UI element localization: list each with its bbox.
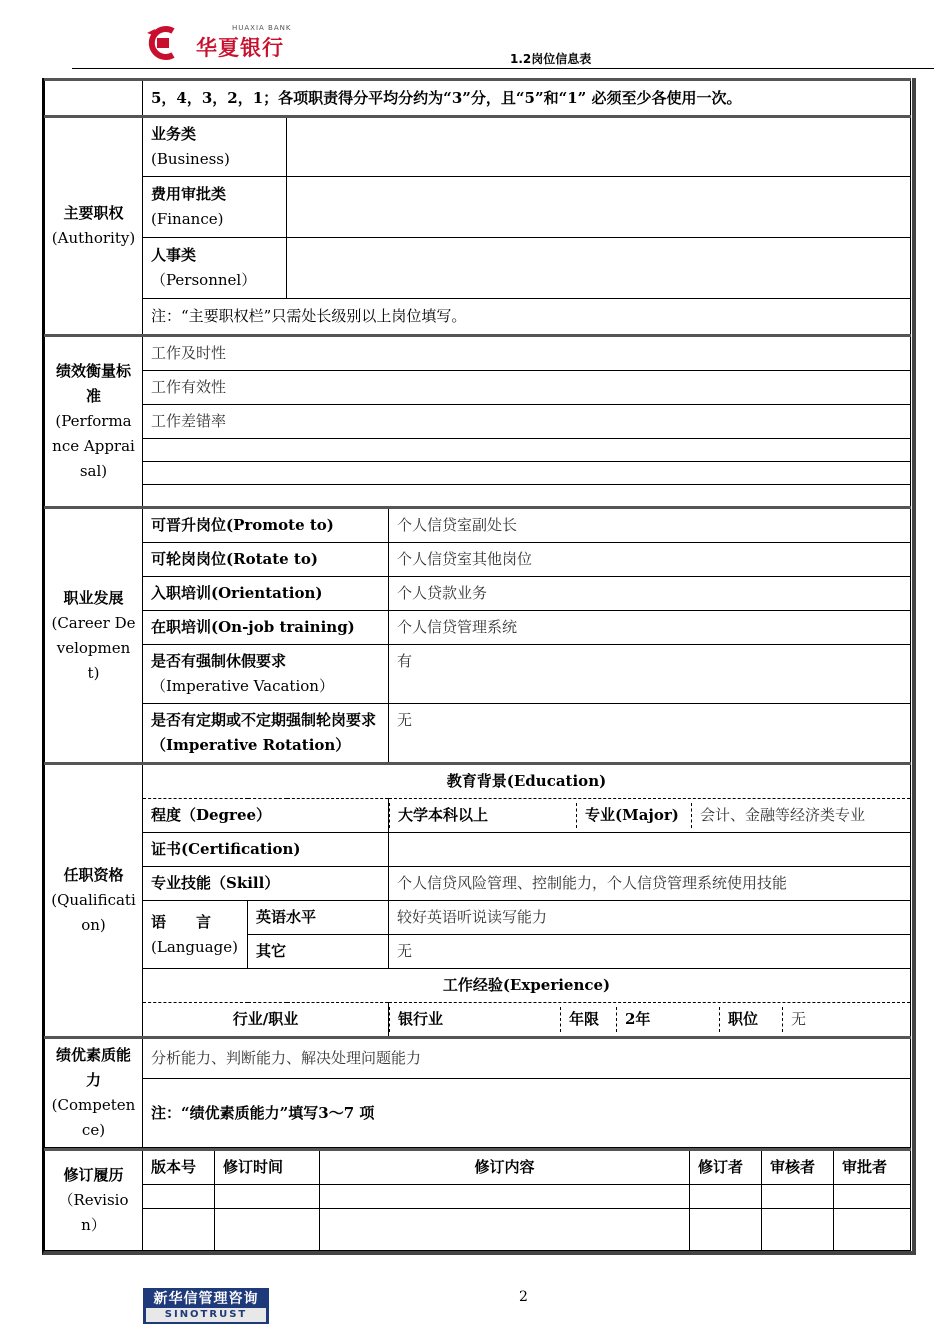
career-item-label: 可轮岗岗位(Rotate to)	[143, 543, 389, 577]
authority-finance-value[interactable]	[287, 177, 911, 238]
revision-cell[interactable]	[320, 1209, 690, 1251]
certification-row	[45, 833, 911, 867]
competence-note-row	[45, 1079, 911, 1148]
certification-value[interactable]	[389, 833, 911, 867]
education-header: 教育背景(Education)	[143, 764, 911, 799]
performance-item[interactable]: 工作有效性	[143, 371, 911, 405]
other-language-value[interactable]: 无	[389, 935, 911, 969]
career-item-label: 是否有强制休假要求 （Imperative Vacation）	[143, 645, 389, 704]
revision-cell[interactable]	[690, 1185, 762, 1209]
experience-row	[45, 1003, 911, 1038]
score-note: 5，4，3，2，1；各项职责得分平均分约为“3”分，且“5”和“1” 必须至少各使用一次。	[143, 80, 911, 117]
revision-row	[45, 1209, 911, 1251]
huaxia-bank-logo-icon	[143, 25, 185, 61]
sinotrust-logo-cn: 新华信管理咨询	[153, 1291, 259, 1307]
major-label: 专业(Major)	[577, 803, 692, 828]
doc-title: 1.2岗位信息表	[510, 52, 592, 66]
score-note-row	[45, 80, 911, 117]
bank-name-en: HUAXIA BANK	[232, 24, 292, 32]
revision-col-version: 版本号	[143, 1150, 215, 1185]
authority-finance-label: 费用审批类 (Finance)	[143, 177, 287, 238]
revision-col-reviewer: 审核者	[762, 1150, 834, 1185]
revision-cell[interactable]	[690, 1209, 762, 1251]
revision-cell[interactable]	[762, 1185, 834, 1209]
revision-cell[interactable]	[320, 1185, 690, 1209]
career-row	[45, 611, 911, 645]
performance-row	[45, 371, 911, 405]
authority-note-row	[45, 299, 911, 336]
industry-value[interactable]: 银行业	[390, 1007, 561, 1032]
bank-name-cn: 华夏银行	[196, 36, 284, 60]
page-number: 2	[519, 1289, 528, 1305]
performance-label: 绩效衡量标准 (Performance Appraisal)	[45, 336, 143, 508]
sinotrust-logo	[143, 1288, 269, 1324]
competence-value[interactable]: 分析能力、判断能力、解决处理问题能力	[143, 1038, 911, 1079]
career-item-value[interactable]: 个人信贷室副处长	[389, 508, 911, 543]
authority-personnel-value[interactable]	[287, 238, 911, 299]
revision-row	[45, 1185, 911, 1209]
career-item-value[interactable]: 个人信贷室其他岗位	[389, 543, 911, 577]
performance-item[interactable]	[143, 485, 911, 508]
industry-label: 行业/职业	[143, 1003, 389, 1038]
education-header-row	[45, 764, 911, 799]
performance-item[interactable]	[143, 462, 911, 485]
career-item-value[interactable]: 无	[389, 704, 911, 764]
authority-label: 主要职权 (Authority)	[45, 117, 143, 336]
career-row	[45, 645, 911, 704]
certification-label: 证书(Certification)	[143, 833, 389, 867]
career-item-label: 可晋升岗位(Promote to)	[143, 508, 389, 543]
career-item-value[interactable]: 个人信贷管理系统	[389, 611, 911, 645]
revision-col-approver: 审批者	[834, 1150, 911, 1185]
performance-row	[45, 336, 911, 371]
experience-header-row	[45, 969, 911, 1003]
english-label: 英语水平	[248, 901, 389, 935]
authority-personnel-label: 人事类 （Personnel）	[143, 238, 287, 299]
revision-cell[interactable]	[834, 1209, 911, 1251]
skill-label: 专业技能（Skill）	[143, 867, 389, 901]
career-item-label: 入职培训(Orientation)	[143, 577, 389, 611]
authority-personnel-row	[45, 238, 911, 299]
career-label: 职业发展 (Career Development)	[45, 508, 143, 764]
competence-note: 注：“绩优素质能力”填写3～7 项	[143, 1079, 911, 1148]
position-value[interactable]: 无	[783, 1007, 911, 1032]
sinotrust-logo-en: SINOTRUST	[146, 1308, 266, 1322]
revision-label: 修订履历 （Revision）	[45, 1150, 143, 1251]
skill-value[interactable]: 个人信贷风险管理、控制能力，个人信贷管理系统使用技能	[389, 867, 911, 901]
revision-cell[interactable]	[762, 1209, 834, 1251]
revision-cell[interactable]	[215, 1185, 320, 1209]
revision-col-date: 修订时间	[215, 1150, 320, 1185]
revision-cell[interactable]	[143, 1209, 215, 1251]
revision-cell[interactable]	[215, 1209, 320, 1251]
skill-row	[45, 867, 911, 901]
degree-label: 程度（Degree）	[143, 799, 389, 833]
position-label: 职位	[720, 1007, 783, 1032]
revision-col-reviser: 修订者	[690, 1150, 762, 1185]
career-item-label: 在职培训(On-job training)	[143, 611, 389, 645]
major-value[interactable]: 会计、金融等经济类专业	[692, 803, 911, 828]
performance-row	[45, 405, 911, 439]
years-value[interactable]: 2年	[617, 1007, 720, 1032]
page-header	[0, 0, 950, 80]
language-english-row	[45, 901, 911, 935]
language-label: 语 言 (Language)	[143, 901, 248, 969]
authority-business-value[interactable]	[287, 117, 911, 177]
authority-finance-row	[45, 177, 911, 238]
competence-label: 绩优素质能力 (Competence)	[45, 1038, 143, 1148]
performance-row	[45, 462, 911, 485]
experience-header: 工作经验(Experience)	[143, 969, 911, 1003]
qualification-label: 任职资格 (Qualification)	[45, 764, 143, 1038]
revision-header-row	[45, 1150, 911, 1185]
degree-row	[45, 799, 911, 833]
competence-row	[45, 1038, 911, 1079]
other-language-label: 其它	[248, 935, 389, 969]
authority-business-label: 业务类 (Business)	[143, 117, 287, 177]
authority-business-row	[45, 117, 911, 177]
english-value[interactable]: 较好英语听说读写能力	[389, 901, 911, 935]
career-item-value[interactable]: 有	[389, 645, 911, 704]
degree-value[interactable]: 大学本科以上	[390, 803, 577, 828]
revision-table	[44, 1148, 911, 1251]
career-item-value[interactable]: 个人贷款业务	[389, 577, 911, 611]
revision-col-content: 修订内容	[320, 1150, 690, 1185]
position-info-table	[42, 78, 916, 1255]
revision-cell[interactable]	[834, 1185, 911, 1209]
career-row	[45, 577, 911, 611]
header-rule	[72, 68, 934, 69]
performance-item[interactable]	[143, 439, 911, 462]
career-row	[45, 508, 911, 543]
career-row	[45, 704, 911, 764]
performance-item[interactable]: 工作及时性	[143, 336, 911, 371]
career-item-label: 是否有定期或不定期强制轮岗要求（Imperative Rotation）	[143, 704, 389, 764]
authority-note: 注：“主要职权栏”只需处长级别以上岗位填写。	[143, 299, 911, 336]
performance-item[interactable]: 工作差错率	[143, 405, 911, 439]
career-row	[45, 543, 911, 577]
years-label: 年限	[561, 1007, 617, 1032]
revision-cell[interactable]	[143, 1185, 215, 1209]
performance-row	[45, 485, 911, 508]
performance-row	[45, 439, 911, 462]
